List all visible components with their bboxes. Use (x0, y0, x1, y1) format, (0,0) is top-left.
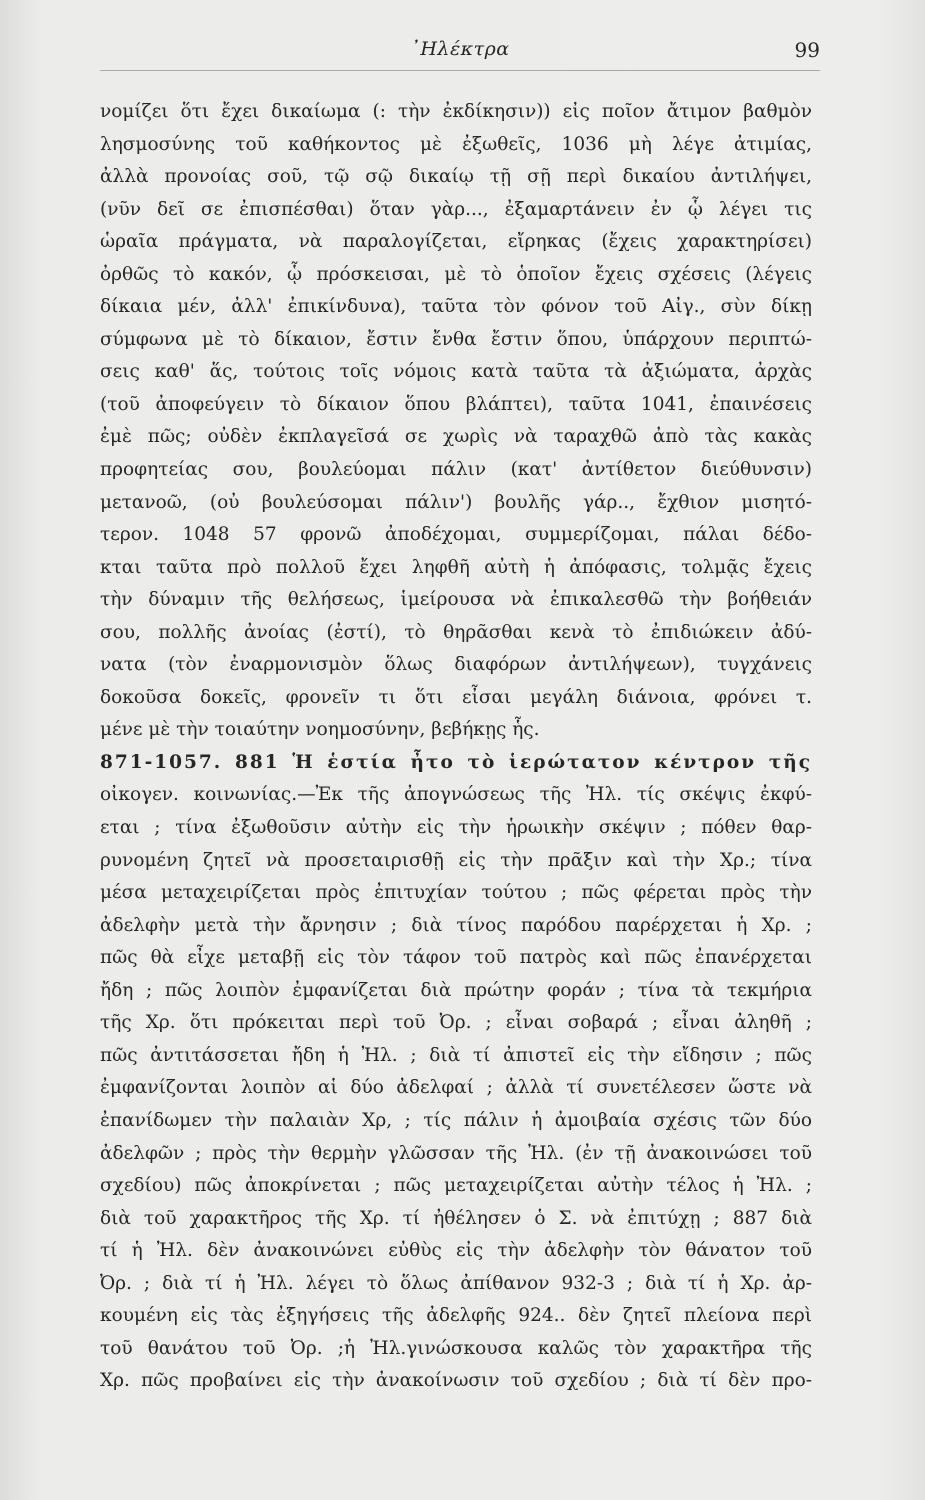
text-line: ἐπανίδωμεν τὴν παλαιὰν Χρ, ; τίς πάλιν ἡ ἀμοιβαία σχέσις τῶν δύο (100, 1109, 812, 1131)
text-line: ἐμὲ πῶς; οὐδὲν ἐκπλαγεῖσά σε χωρὶς νὰ ταραχθῶ ἀπὸ τὰς κακὰς (100, 426, 812, 448)
text-line: μένε μὲ τὴν τοιαύτην νοημοσύνην, βεβήκῃς ἧς. (100, 719, 540, 741)
text-line: κουμένη εἰς τὰς ἐξηγήσεις τῆς ἀδελφῆς 924.. δὲν ζητεῖ πλείονα περὶ (100, 1305, 812, 1327)
text-line: Χρ. πῶς προβαίνει εἰς τὴν ἀνακοίνωσιν τοῦ σχεδίου ; διὰ τί δὲν προ- (100, 1370, 812, 1392)
page-header (100, 30, 820, 71)
text-line: ἤδη ; πῶς λοιπὸν ἐμφανίζεται διὰ πρώτην φοράν ; τίνα τὰ τεκμήρια (100, 979, 812, 1001)
text-line: σου, πολλῆς ἀνοίας (ἐστί), τὸ θηρᾶσθαι κενὰ τὸ ἐπιδιώκειν ἀδύ- (100, 621, 812, 643)
text-line: ἀδελφῶν ; πρὸς τὴν θερμὴν γλῶσσαν τῆς Ἠλ. (ἐν τῇ ἀνακοινώσει τοῦ (100, 1142, 812, 1164)
text-line: προφητείας σου, βουλεύομαι πάλιν (κατ' ἀντίθετον διεύθυνσιν) (100, 459, 812, 481)
text-line: εται ; τίνα ἐξωθοῦσιν αὐτὴν εἰς τὴν ἡρωικὴν σκέψιν ; πόθεν θαρ- (100, 817, 812, 839)
text-line: δίκαια μέν, ἀλλ' ἐπικίνδυνα), ταῦτα τὸν φόνον τοῦ Αἰγ., σὺν δίκῃ (100, 296, 812, 318)
text-line: τί ἡ Ἠλ. δὲν ἀνακοινώνει εὐθὺς εἰς τὴν ἀδελφὴν τὸν θάνατον τοῦ (100, 1240, 812, 1262)
text-line: τερον. 1048 57 φρονῶ ἀποδέχομαι, συμμερίζομαι, πάλαι δέδο- (100, 524, 812, 546)
text-line: (τοῦ ἀποφεύγειν τὸ δίκαιον ὅπου βλάπτει), ταῦτα 1041, ἐπαινέσεις (100, 393, 812, 415)
text-line: ἐμφανίζονται λοιπὸν αἱ δύο ἀδελφαί ; ἀλλὰ τί συνετέλεσεν ὥστε νὰ (100, 1077, 812, 1099)
text-line: διὰ τοῦ χαρακτῆρος τῆς Χρ. τί ἠθέλησεν ὁ Σ. νὰ ἐπιτύχῃ ; 887 διὰ (100, 1207, 812, 1229)
text-line: τοῦ θανάτου τοῦ Ὀρ. ;ἡ Ἠλ.γινώσκουσα καλῶς τὸν χαρακτῆρα τῆς (100, 1337, 812, 1359)
text-line: οἰκογεν. κοινωνίας.—Ἐκ τῆς ἀπογνώσεως τῆς Ἠλ. τίς σκέψις ἐκφύ- (100, 784, 812, 806)
text-line: λησμοσύνης τοῦ καθήκοντος μὲ ἐξωθεῖς, 1036 μὴ λέγε ἀτιμίας, (100, 133, 812, 155)
text-line: πῶς ἀντιτάσσεται ἤδη ἡ Ἠλ. ; διὰ τί ἀπιστεῖ εἰς τὴν εἴδησιν ; πῶς (100, 1044, 812, 1066)
text-line: ὀρθῶς τὸ κακόν, ᾧ πρόσκεισαι, μὲ τὸ ὁποῖον ἔχεις σχέσεις (λέγεις (100, 263, 812, 285)
commentary-text (100, 96, 812, 1398)
text-line: (νῦν δεῖ σε ἐπισπέσθαι) ὅταν γὰρ..., ἐξαμαρτάνειν ἐν ᾧ λέγει τις (100, 198, 812, 220)
text-line: νατα (τὸν ἐναρμονισμὸν ὅλως διαφόρων ἀντιλήψεων), τυγχάνεις (100, 654, 812, 676)
running-title: ᾿Ηλέκτρα (410, 38, 510, 60)
text-line: κται ταῦτα πρὸ πολλοῦ ἔχει ληφθῆ αὐτὴ ἡ ἀπόφασις, τολμᾷς ἔχεις (100, 556, 812, 578)
text-line: νομίζει ὅτι ἔχει δικαίωμα (: τὴν ἐκδίκησιν)) εἰς ποῖον ἄτιμον βαθμὸν (100, 101, 812, 122)
text-line: ρυνομένη ζητεῖ νὰ προσεταιρισθῇ εἰς τὴν πρᾶξιν καὶ τὴν Χρ.; τίνα (100, 849, 812, 871)
section-heading-line: 871-1057. 881 Ἡ ἑστία ἦτο τὸ ἱερώτατον κέντρον τῆς (100, 751, 812, 773)
text-line: Ὀρ. ; διὰ τί ἡ Ἠλ. λέγει τὸ ὅλως ἀπίθανον 932-3 ; διὰ τί ἡ Χρ. ἀρ- (100, 1272, 812, 1294)
text-line: δοκοῦσα δοκεῖς, φρονεῖν τι ὅτι εἶσαι μεγάλη διάνοια, φρόνει τ. (100, 686, 812, 708)
text-line: σεις καθ' ἅς, τούτοις τοῖς νόμοις κατὰ ταῦτα τὰ ἀξιώματα, ἀρχὰς (100, 361, 812, 383)
text-line: μετανοῶ, (οὐ βουλεύσομαι πάλιν') βουλῆς γάρ.., ἔχθιον μισητό- (100, 491, 812, 513)
text-line: ἀλλὰ προνοίας σοῦ, τῷ σῷ δικαίῳ τῇ σῇ περὶ δικαίου ἀντιλήψει, (100, 166, 812, 188)
page-number: 99 (794, 38, 820, 62)
text-line: τὴν δύναμιν τῆς θελήσεως, ἱμείρουσα νὰ ἐπικαλεσθῶ τὴν βοήθειάν (100, 589, 812, 611)
text-line: σχεδίου) πῶς ἀποκρίνεται ; πῶς μεταχειρίζεται αὐτὴν τέλος ἡ Ἠλ. ; (100, 1175, 812, 1197)
text-line: ἀδελφὴν μετὰ τὴν ἄρνησιν ; διὰ τίνος παρόδου παρέρχεται ἡ Χρ. ; (100, 914, 812, 936)
text-line: ὡραῖα πράγματα, νὰ παραλογίζεται, εἴρηκας (ἔχεις χαρακτηρίσει) (100, 231, 812, 253)
text-line: πῶς θὰ εἶχε μεταβῇ εἰς τὸν τάφον τοῦ πατρὸς καὶ πῶς ἐπανέρχεται (100, 947, 812, 969)
text-line: τῆς Χρ. ὅτι πρόκειται περὶ τοῦ Ὀρ. ; εἶναι σοβαρά ; εἶναι ἀληθῆ ; (100, 1012, 812, 1034)
text-line: σύμφωνα μὲ τὸ δίκαιον, ἔστιν ἔνθα ἔστιν ὅπου, ὑπάρχουν περιπτώ- (100, 328, 812, 350)
text-line: μέσα μεταχειρίζεται πρὸς ἐπιτυχίαν τούτου ; πῶς φέρεται πρὸς τὴν (100, 882, 812, 904)
